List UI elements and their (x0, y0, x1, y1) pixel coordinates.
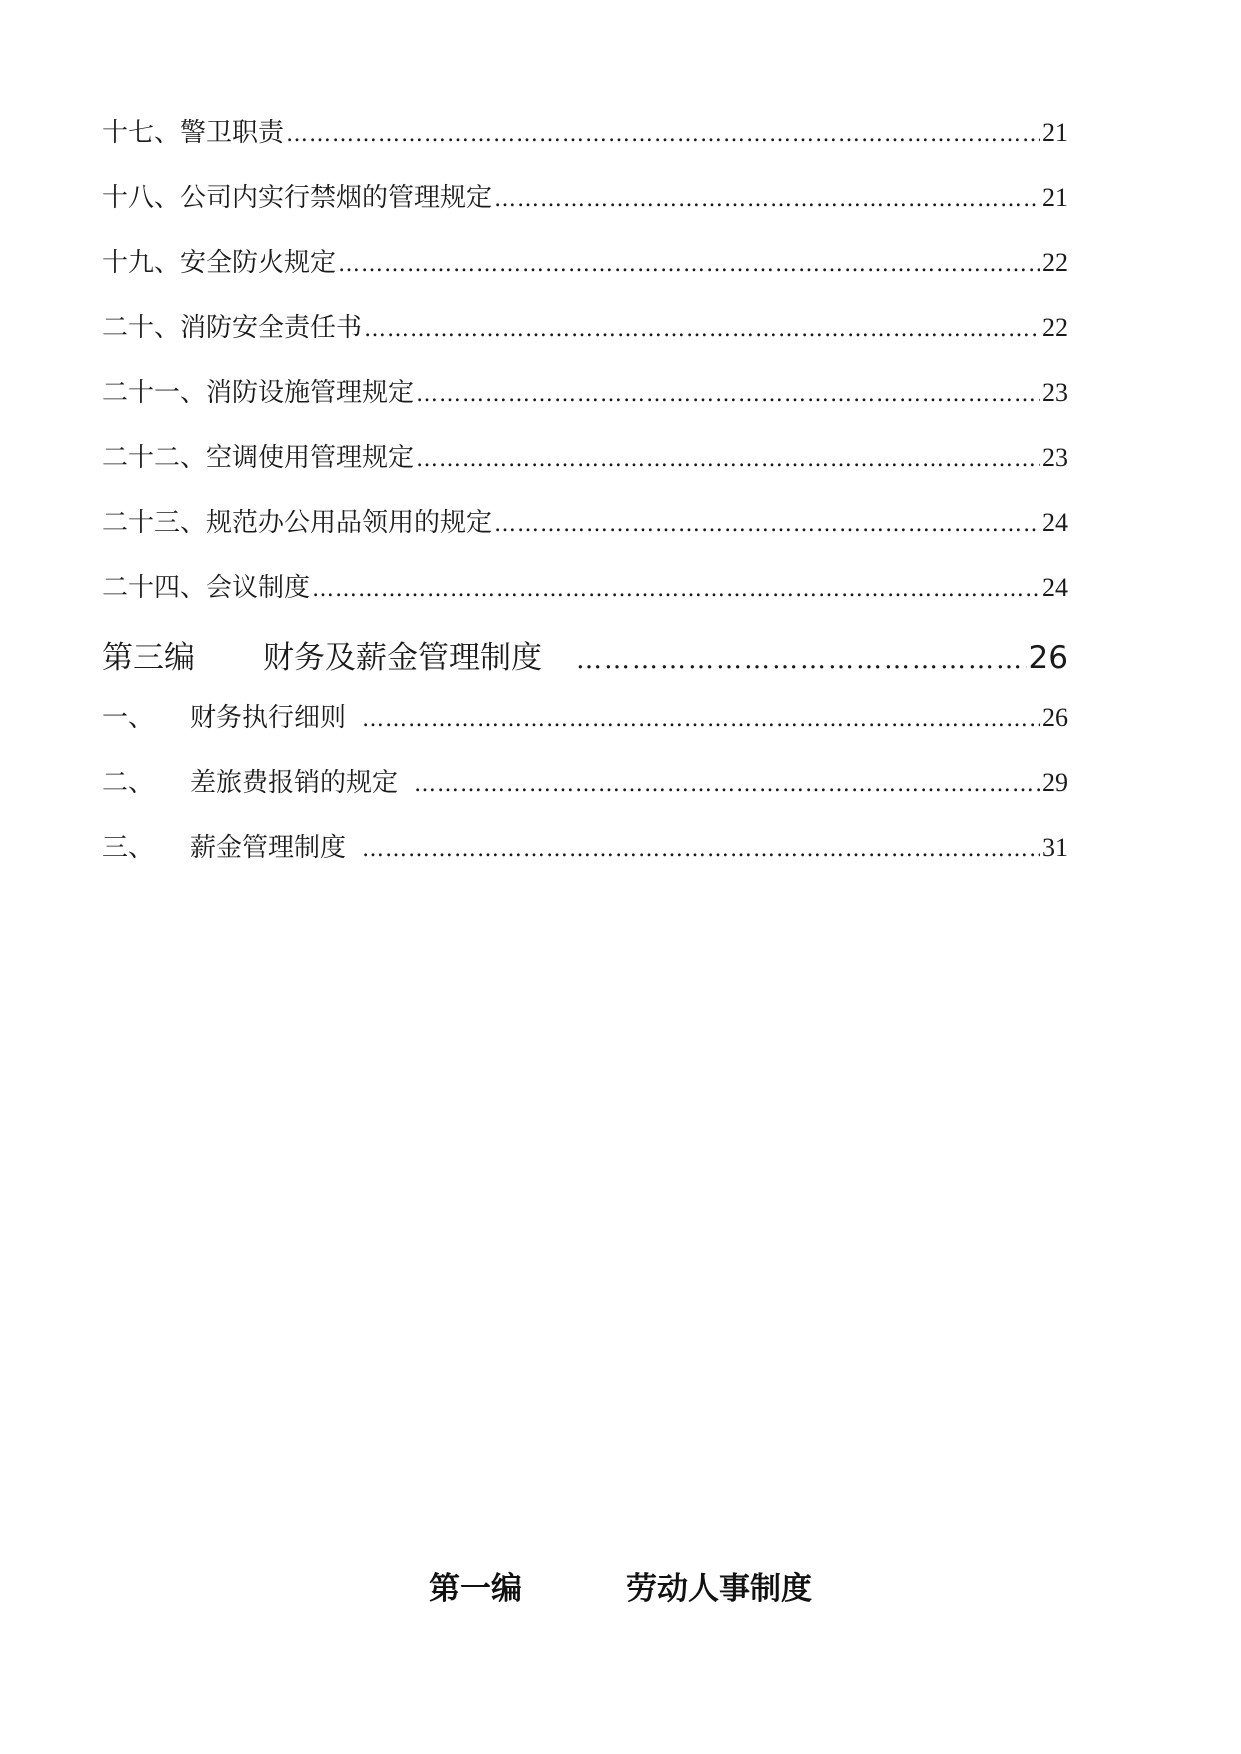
dot-leader (362, 707, 1040, 732)
toc-chapter-title (102, 632, 542, 677)
toc-entry-name: 薪金管理制度 (190, 833, 347, 863)
dot-leader (416, 447, 1040, 472)
toc-entry[interactable] (102, 307, 1068, 372)
toc-entry-title: 十九、安全防火规定 (102, 248, 337, 278)
toc-entry-page: 24 (1042, 508, 1068, 537)
toc-chapter-page: 26 (1028, 640, 1068, 676)
toc-entry-title: 二十三、规范办公用品领用的规定 (102, 508, 493, 538)
toc-entry-page: 21 (1042, 118, 1068, 147)
dot-leader (312, 577, 1040, 602)
toc-entry[interactable] (102, 242, 1068, 307)
toc-entry-title: 二十二、空调使用管理规定 (102, 443, 415, 473)
toc-entry[interactable] (102, 502, 1068, 567)
part-number: 第一编 (429, 1571, 522, 1607)
dot-leader (494, 187, 1040, 212)
toc-entry-page: 31 (1042, 833, 1068, 862)
toc-entry[interactable] (102, 762, 1068, 827)
toc-chapter-name: 财务及薪金管理制度 (263, 640, 542, 676)
dot-leader (576, 645, 1027, 675)
toc-chapter-number: 第三编 (102, 640, 195, 676)
toc-entry-title: 二十四、会议制度 (102, 573, 311, 603)
toc-entry[interactable] (102, 697, 1068, 762)
dot-leader (286, 122, 1040, 147)
toc-entry-title (102, 827, 346, 864)
toc-entry-page: 22 (1042, 248, 1068, 277)
toc-entry-page: 21 (1042, 183, 1068, 212)
toc-entry-name: 差旅费报销的规定 (190, 768, 399, 798)
toc-entry[interactable] (102, 177, 1068, 242)
toc-entry-name: 财务执行细则 (190, 703, 347, 733)
toc-entry-title: 二十、消防安全责任书 (102, 313, 363, 343)
toc-entry-page: 22 (1042, 313, 1068, 342)
toc-entry-title (102, 697, 346, 734)
toc-entry-page: 23 (1042, 443, 1068, 472)
toc-entry-page: 23 (1042, 378, 1068, 407)
toc-entry[interactable] (102, 567, 1068, 632)
toc-entry-number: 二、 (102, 768, 155, 798)
toc-entry-page: 26 (1042, 703, 1068, 732)
toc-entry-number: 一、 (102, 703, 155, 733)
dot-leader (414, 772, 1040, 797)
toc-entry-title: 二十一、消防设施管理规定 (102, 378, 415, 408)
toc-entry[interactable] (102, 112, 1068, 177)
toc-entry-page: 24 (1042, 573, 1068, 602)
dot-leader (494, 512, 1040, 537)
toc-entry[interactable] (102, 372, 1068, 437)
toc-entry[interactable] (102, 437, 1068, 502)
part-heading (0, 1563, 1241, 1608)
dot-leader (362, 837, 1040, 862)
toc-entry-number: 三、 (102, 833, 155, 863)
dot-leader (364, 317, 1040, 342)
part-title: 劳动人事制度 (626, 1571, 812, 1607)
toc-entry-title: 十七、警卫职责 (102, 118, 285, 148)
toc-entry-title: 十八、公司内实行禁烟的管理规定 (102, 183, 493, 213)
dot-leader (338, 252, 1040, 277)
toc-entry-title (102, 762, 398, 799)
toc-entry-page: 29 (1042, 768, 1068, 797)
table-of-contents (102, 112, 1068, 892)
dot-leader (416, 382, 1040, 407)
toc-entry[interactable] (102, 827, 1068, 892)
toc-chapter-entry[interactable] (102, 632, 1068, 697)
